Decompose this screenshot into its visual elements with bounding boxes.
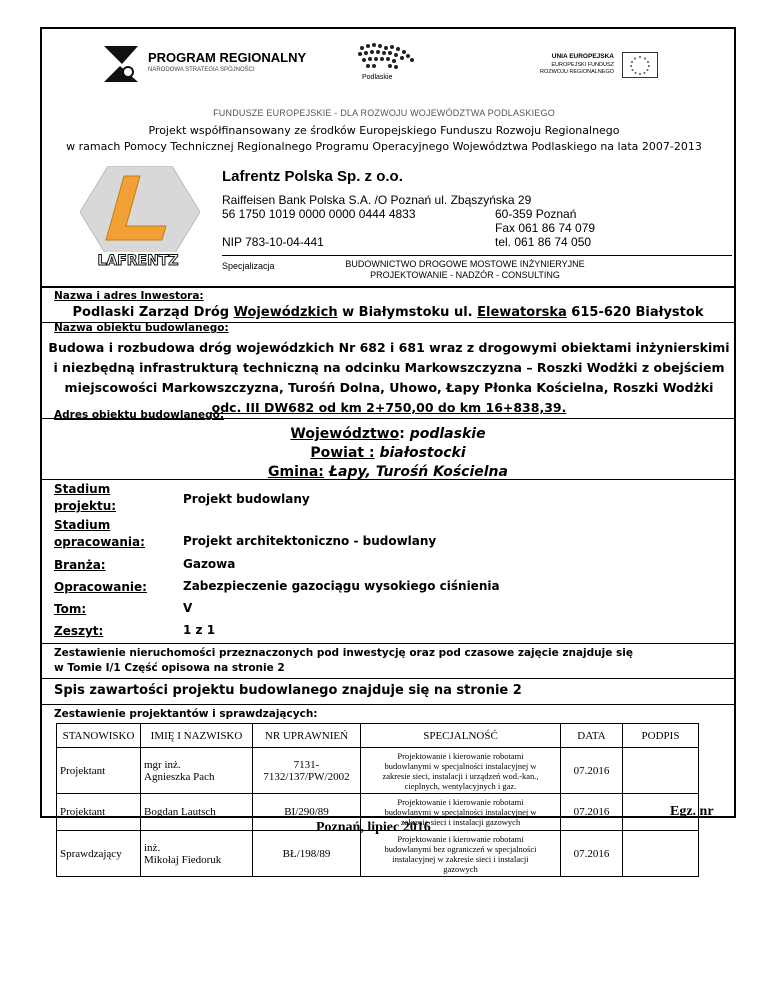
investor-name-part: w Białymstoku ul.: [337, 305, 478, 320]
header-signature: PODPIS: [623, 724, 699, 748]
region-logo-label: Podlaskie: [362, 74, 393, 81]
table-row: [57, 831, 699, 877]
cell-license: [253, 748, 361, 794]
header-divider: [42, 286, 734, 288]
voivodeship-value: podlaskie: [409, 426, 486, 442]
object-label: Nazwa obiektu budowlanego:: [54, 322, 229, 334]
spec-line: Projektowanie i kierowanie robotami: [397, 750, 524, 761]
program-regional-emblem-icon: [100, 42, 142, 86]
cell-license-line: 7132/137/PW/2002: [263, 770, 350, 783]
cell-date: 07.2016: [561, 794, 623, 831]
lafrentz-logo-text: [82, 252, 194, 268]
funds-line: FUNDUSZE EUROPEJSKIE - DLA ROZWOJU WOJEWÓDZTWA PODLASKIEGO: [213, 108, 555, 118]
investor-name-part: 615-620 Białystok: [566, 305, 704, 320]
object-name: [44, 338, 734, 418]
header-license: NR UPRAWNIEŃ: [253, 724, 361, 748]
spec-line: zakresie sieci i instalacji gazowych: [400, 817, 521, 827]
cell-position: Projektant: [57, 748, 141, 794]
spec-line-2: PROJEKTOWANIE - NADZÓR - CONSULTING: [370, 270, 560, 280]
investor-name-voivodeship: Wojewódzkich: [233, 305, 338, 320]
address-divider: [42, 479, 734, 480]
cell-position: Sprawdzający: [57, 831, 141, 877]
company-nip: NIP 783-10-04-441: [222, 235, 324, 249]
investor-name-part: Podlaski Zarząd Dróg: [72, 305, 234, 320]
detail-label-line: Stadium: [54, 518, 111, 532]
company-divider: [222, 255, 732, 256]
cell-license-line: 7131-: [293, 758, 320, 771]
property-note-line-1: Zestawienie nieruchomości przeznaczonych pod inwestycję oraz pod czasowe zajęcie znajduje się: [54, 647, 633, 659]
spec-line: budowlanymi w specjalności instalacyjnej w: [384, 807, 537, 817]
property-divider: [42, 678, 734, 679]
table-row: [57, 748, 699, 794]
county-label: Powiat :: [310, 445, 375, 461]
cell-license: BŁ/198/89: [253, 831, 361, 877]
cell-name-person: Mikołaj Fiedoruk: [144, 853, 222, 866]
commune-label: Gmina:: [268, 464, 324, 480]
cell-name: [141, 794, 253, 831]
program-title: PROGRAM REGIONALNY: [148, 50, 307, 65]
bison-logo-icon: [352, 40, 422, 74]
cofinancing-line-1: Projekt współfinansowany ze środków Europejskiego Funduszu Rozwoju Regionalnego: [148, 124, 620, 137]
object-address: [42, 425, 734, 482]
header-name: IMIĘ I NAZWISKO: [141, 724, 253, 748]
spec-line: gazowych: [443, 863, 478, 874]
designers-table: [56, 723, 699, 877]
cell-name-title: mgr inż.: [144, 758, 181, 771]
designers-label: Zestawienie projektantów i sprawdzających:: [54, 708, 318, 720]
object-line-2: i niezbędną infrastrukturą techniczną na odcinku Markowszczyzna – Roszki Wodżki z obejściem: [53, 360, 725, 375]
voivodeship-label: Województwo: [290, 426, 400, 442]
detail-label-line: Stadium: [54, 482, 111, 496]
cell-position: Projektant: [57, 794, 141, 831]
cell-name: [141, 831, 253, 877]
investor-name: [42, 305, 734, 320]
cell-signature: [623, 831, 699, 877]
lafrentz-logo-label: LAFRENTZ: [97, 253, 179, 268]
company-fax: Fax 061 86 74 079: [495, 221, 596, 235]
spec-line: cieplnych, wentylacyjnych i gaz.: [404, 780, 517, 791]
detail-value-elaboration: Projekt architektoniczno - budowlany: [183, 534, 437, 548]
cell-name-person: Agnieszka Pach: [144, 770, 215, 783]
cell-name: [141, 748, 253, 794]
cofinancing-line-2: w ramach Pomocy Technicznej Regionalnego Programu Operacyjnego Województwa Podlaskiego na lata 2007-2013: [66, 140, 702, 153]
address-label: Adres obiektu budowlanego:: [54, 409, 225, 421]
detail-value-study: Zabezpieczenie gazociągu wysokiego ciśnienia: [183, 579, 500, 593]
header-position: STANOWISKO: [57, 724, 141, 748]
spec-line: Projektowanie i kierowanie robotami: [397, 833, 524, 844]
spec-line-1: BUDOWNICTWO DROGOWE MOSTOWE INŻYNIERYJNE: [345, 259, 585, 269]
bank-account: 56 1750 1019 0000 0000 0444 4833: [222, 207, 416, 221]
cell-name-title: inż.: [144, 841, 161, 854]
spec-line: budowlanymi w specjalności instalacyjnej w: [384, 760, 537, 771]
cell-name-person: Bogdan Lautsch: [144, 806, 216, 818]
detail-label-booklet: Zeszyt:: [54, 624, 104, 638]
spec-line: budowlanymi bez ograniczeń w specjalności: [384, 843, 537, 854]
detail-label-stage: [54, 481, 116, 515]
place-date: Poznań, lipiec 2016: [316, 820, 431, 835]
cell-date: 07.2016: [561, 748, 623, 794]
header-specialty: SPECJALNOŚĆ: [361, 724, 561, 748]
spec-line: instalacyjnej w zakresie sieci i instalacji: [392, 853, 529, 864]
voivodeship-line: Województwo: podlaskie: [290, 426, 486, 442]
investor-label: Nazwa i adres Inwestora:: [54, 290, 204, 302]
detail-label-line: opracowania:: [54, 535, 145, 549]
property-note-line-2: w Tomie I/1 Część opisowa na stronie 2: [54, 662, 285, 674]
object-line-1: Budowa i rozbudowa dróg wojewódzkich Nr 682 i 681 wraz z drogowymi obiektami inżynierskimi: [48, 340, 730, 355]
cell-specialty: [361, 748, 561, 794]
logo-row: [100, 40, 690, 90]
property-note: [54, 646, 633, 676]
cell-signature: [623, 748, 699, 794]
investor-name-street: Elewatorska: [477, 305, 567, 320]
eu-flag-icon: [622, 52, 658, 78]
contents-note: Spis zawartości projektu budowlanego znajduje się na stronie 2: [54, 683, 522, 698]
object-line-3: miejscowości Markowszczyzna, Turośń Dolna, Uhowo, Łapy Płonka Kościelna, Roszki Wodżki: [64, 380, 714, 395]
company-postal: 60-359 Poznań: [495, 207, 577, 221]
detail-label-line: projektu:: [54, 499, 117, 513]
cell-specialty: [361, 831, 561, 877]
company-tel: tel. 061 86 74 050: [495, 235, 592, 249]
detail-label-study: Opracowanie:: [54, 580, 147, 594]
bank-line: Raiffeisen Bank Polska S.A. /O Poznań ul. Zbąszyńska 29: [222, 193, 532, 207]
object-line-4: odc. III DW682 od km 2+750,00 do km 16+838,39.: [211, 400, 567, 415]
spec-label: Specjalizacja: [222, 261, 275, 271]
contents-divider: [42, 704, 734, 705]
company-address: [495, 207, 595, 249]
cell-date: 07.2016: [561, 831, 623, 877]
details-divider: [42, 643, 734, 644]
county-line: [42, 444, 734, 463]
header-date: DATA: [561, 724, 623, 748]
county-value: białostocki: [379, 445, 466, 461]
cofinancing-note: [0, 123, 768, 155]
company-bank: [222, 193, 531, 249]
detail-value-booklet: 1 z 1: [183, 623, 216, 637]
detail-value-stage: Projekt budowlany: [183, 492, 310, 506]
commune-value: Łapy, Turośń Kościelna: [328, 464, 508, 480]
table-header-row: [57, 724, 699, 748]
company-name: Lafrentz Polska Sp. z o.o.: [222, 168, 403, 185]
spec-line: Projektowanie i kierowanie robotami: [397, 797, 524, 807]
detail-value-branch: Gazowa: [183, 557, 236, 571]
detail-label-elaboration: [54, 517, 145, 551]
detail-value-volume: V: [183, 601, 193, 615]
eu-title: UNIA EUROPEJSKA: [551, 53, 614, 60]
detail-label-volume: Tom:: [54, 602, 87, 616]
spec-text: [320, 259, 610, 281]
detail-label-branch: Branża:: [54, 558, 106, 572]
eu-line-2: ROZWOJU REGIONALNEGO: [540, 69, 614, 75]
program-subtitle: NARODOWA STRATEGIA SPÓJNOŚCI: [148, 67, 255, 73]
cell-license: BI/290/89: [253, 794, 361, 831]
copy-number: Egz. nr: [670, 804, 714, 819]
eu-line-1: EUROPEJSKI FUNDUSZ: [551, 62, 614, 68]
spec-line: zakresie sieci, instalacji i urządzeń wod.-kan.,: [382, 770, 539, 781]
